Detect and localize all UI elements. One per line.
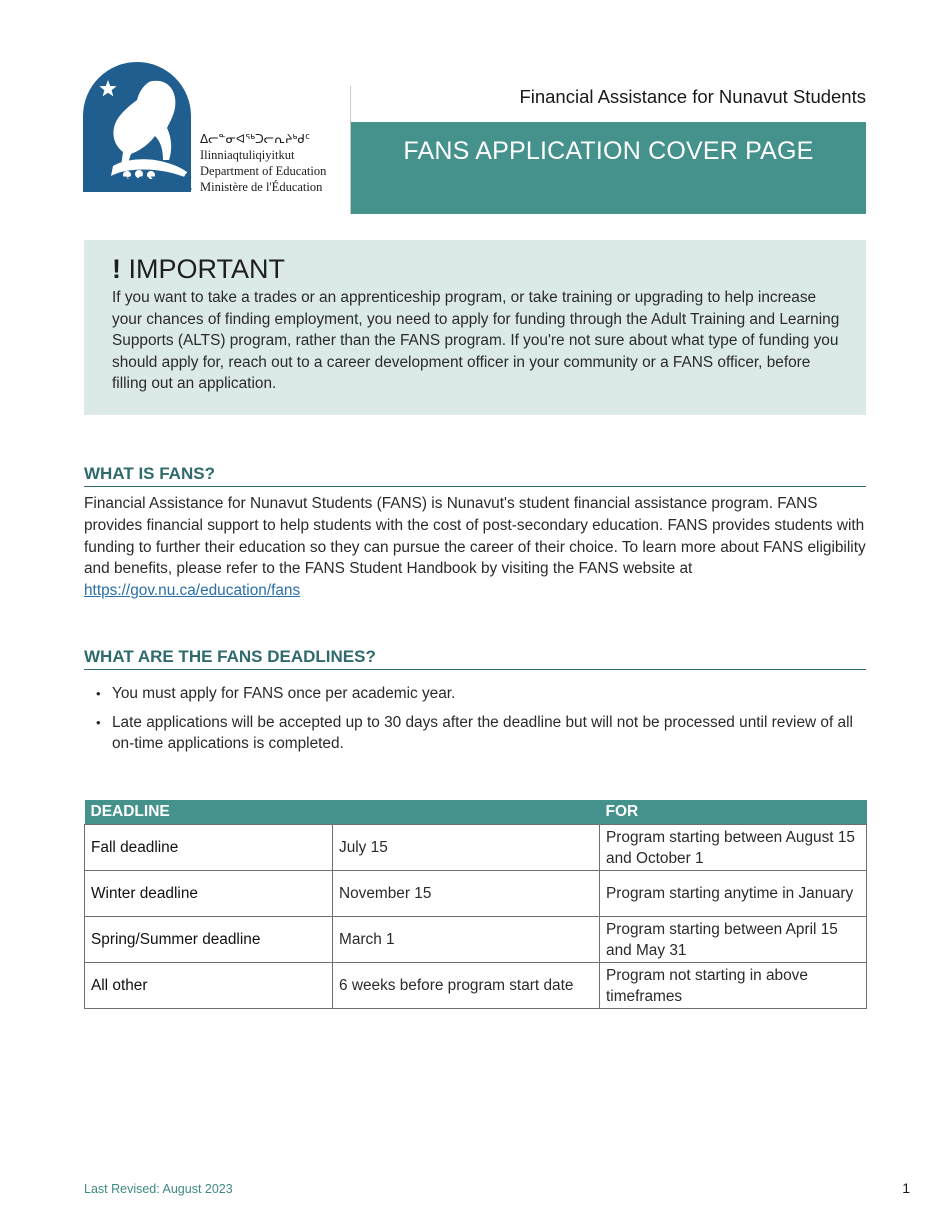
deadline-bullet-list xyxy=(84,683,866,762)
exclamation-icon: ! xyxy=(112,254,121,284)
deadline-name-cell: All other xyxy=(85,963,333,1009)
header-subtitle: Financial Assistance for Nunavut Students xyxy=(519,86,866,107)
important-notice xyxy=(84,240,866,415)
table-header-row xyxy=(85,800,867,825)
deadline-for-cell: Program starting between April 15 and May 31 xyxy=(600,917,867,963)
deadline-for-cell: Program not starting in above timeframes xyxy=(600,963,867,1009)
table-row xyxy=(85,963,867,1009)
column-header-deadline: DEADLINE xyxy=(85,800,600,825)
fans-website-link[interactable]: https://gov.nu.ca/education/fans xyxy=(84,582,301,600)
deadline-name-cell: Fall deadline xyxy=(85,825,333,871)
table-row xyxy=(85,825,867,871)
deadline-name-cell: Spring/Summer deadline xyxy=(85,917,333,963)
logo-line-french: Ministère de l'Éducation xyxy=(200,180,323,194)
list-item: • Late applications will be accepted up to 30 days after the deadline but will not be processed until review of all on-time applications is completed. xyxy=(84,712,866,755)
deadline-date-cell: March 1 xyxy=(333,917,600,963)
deadline-table xyxy=(84,800,867,1009)
logo-line-english: Department of Education xyxy=(200,164,327,178)
what-is-fans-paragraph xyxy=(84,493,866,602)
list-item: • You must apply for FANS once per academic year. xyxy=(84,683,866,705)
table-row xyxy=(85,917,867,963)
title-banner xyxy=(351,122,866,214)
important-heading-text: IMPORTANT xyxy=(128,254,286,284)
logo-wordmark: Nunavut xyxy=(83,164,192,197)
what-is-fans-text: Financial Assistance for Nunavut Students (FANS) is Nunavut's student financial assistance program. FANS provides financial support to help students with the cost of post-secondary education. FANS provides students with funding to further their education so they can pursue the career of their choice. To learn more about FANS eligibility and benefits, please refer to the FANS Student Handbook by visiting the FANS website at xyxy=(84,495,866,578)
logo-line-inuinnaqtun: Ilinniaqtuliqiyitkut xyxy=(200,148,295,162)
important-heading xyxy=(112,254,285,285)
deadline-for-cell: Program starting between August 15 and October 1 xyxy=(600,825,867,871)
page-number: 1 xyxy=(902,1180,910,1196)
deadline-name-cell: Winter deadline xyxy=(85,871,333,917)
last-revised: Last Revised: August 2023 xyxy=(84,1182,233,1196)
page-title: FANS APPLICATION COVER PAGE xyxy=(403,137,814,165)
column-header-for: FOR xyxy=(600,800,867,825)
important-body: If you want to take a trades or an apprenticeship program, or take training or upgrading to help increase your chances of finding employment, you need to apply for funding through the Adult Training and Learning Supports (ALTS) program, rather than the FANS program. If you're not sure about what type of funding you should apply for, reach out to a career development officer in your community or a FANS officer, before filling out an application. xyxy=(112,289,840,392)
deadline-date-cell: November 15 xyxy=(333,871,600,917)
logo-syllabics: ᐃᓕᓐᓂᐊᖅᑐᓕᕆᔨᒃᑯᑦ xyxy=(200,132,311,146)
nunavut-logo xyxy=(83,62,343,202)
deadline-date-cell: 6 weeks before program start date xyxy=(333,963,600,1009)
section-title-deadlines: WHAT ARE THE FANS DEADLINES? xyxy=(84,647,866,670)
table-row xyxy=(85,871,867,917)
section-title-what-is-fans: WHAT IS FANS? xyxy=(84,464,866,487)
deadline-date-cell: July 15 xyxy=(333,825,600,871)
deadline-for-cell: Program starting anytime in January xyxy=(600,871,867,917)
